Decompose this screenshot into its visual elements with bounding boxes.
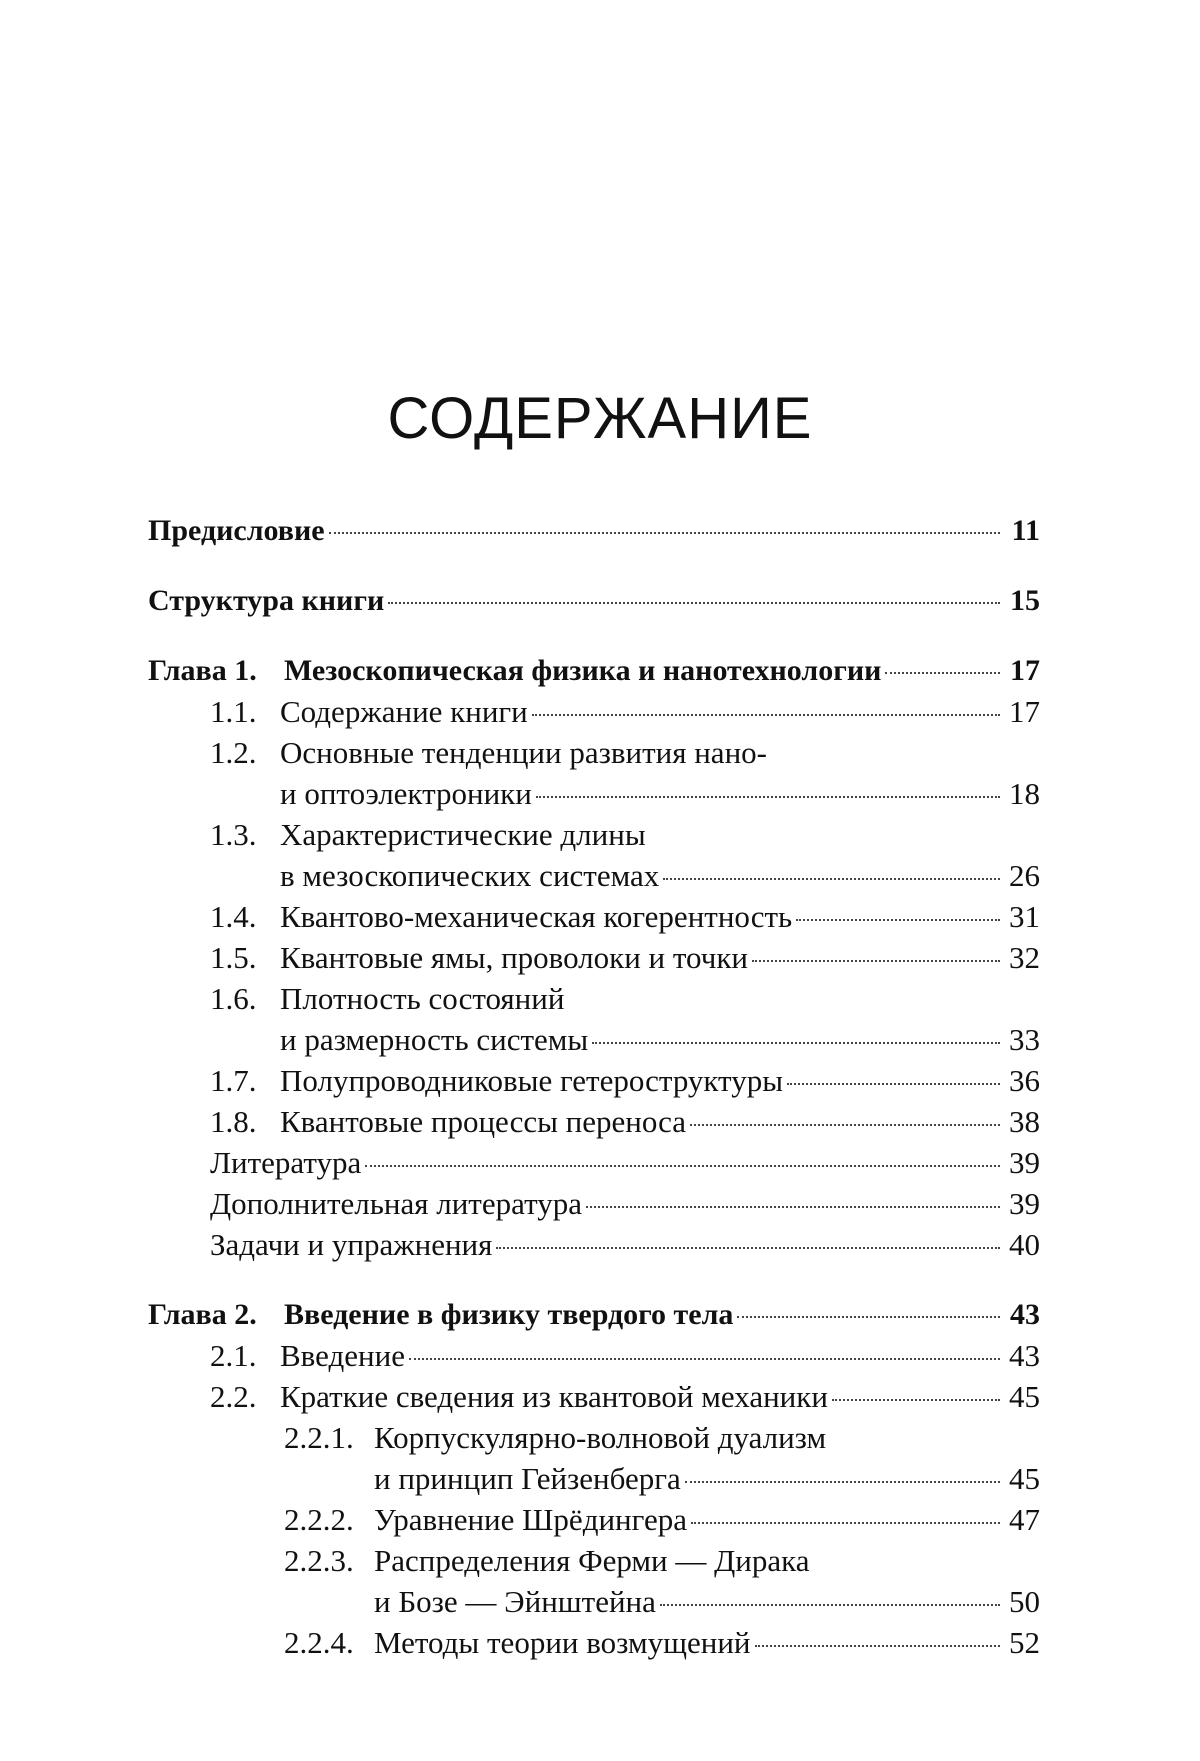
toc-entry-number: 2.1. <box>210 1338 257 1373</box>
toc-entry-page: 52 <box>1009 1625 1040 1660</box>
toc-entry-label: Характеристические длины <box>280 817 646 852</box>
leader-dots <box>663 878 1000 880</box>
toc-entry-page: 15 <box>1010 584 1040 617</box>
toc-entry-page: 38 <box>1009 1104 1040 1139</box>
toc-entry-label: и принцип Гейзенберга <box>374 1461 681 1496</box>
toc-entry-section-2-2-1[interactable] <box>148 1417 1040 1458</box>
toc-entry-section-1-3-cont[interactable] <box>148 855 1040 896</box>
leader-dots <box>532 714 1000 716</box>
toc-entry-page: 17 <box>1010 654 1040 687</box>
toc-entry-section-1-6[interactable] <box>148 978 1040 1019</box>
toc-entry-page: 47 <box>1009 1502 1040 1537</box>
toc-entry-page: 43 <box>1009 1338 1040 1373</box>
leader-dots <box>496 1247 1000 1249</box>
table-of-contents <box>148 510 1040 1663</box>
toc-entry-chapter-2[interactable] <box>148 1294 1040 1335</box>
leader-dots <box>691 1522 1000 1524</box>
toc-entry-section-1-8[interactable] <box>148 1101 1040 1142</box>
toc-entry-book-structure[interactable] <box>148 580 1040 621</box>
toc-entry-number: 2.2.4. <box>284 1625 354 1660</box>
leader-dots <box>388 602 1000 604</box>
toc-entry-page: 32 <box>1009 940 1040 975</box>
toc-entry-number: Глава 1. <box>148 654 257 687</box>
toc-entry-section-1-7[interactable] <box>148 1060 1040 1101</box>
toc-entry-label: и размерность системы <box>280 1022 589 1057</box>
toc-entry-references-1[interactable] <box>148 1142 1040 1183</box>
toc-entry-section-2-2-3-cont[interactable] <box>148 1581 1040 1622</box>
toc-entry-label: Краткие сведения из квантовой механики <box>280 1379 828 1414</box>
toc-entry-number: 1.5. <box>210 940 257 975</box>
toc-entry-label: Плотность состояний <box>280 981 565 1016</box>
toc-entry-number: 1.4. <box>210 899 257 934</box>
toc-entry-number: 1.1. <box>210 694 257 729</box>
toc-entry-exercises-1[interactable] <box>148 1224 1040 1265</box>
toc-entry-label: и Бозе — Эйнштейна <box>374 1584 656 1619</box>
toc-entry-label: Квантовые процессы переноса <box>280 1104 687 1139</box>
toc-entry-page: 45 <box>1009 1379 1040 1414</box>
toc-entry-label: Литература <box>210 1145 362 1180</box>
toc-entry-label: Уравнение Шрёдингера <box>374 1502 687 1537</box>
leader-dots <box>660 1604 1000 1606</box>
toc-entry-additional-references-1[interactable] <box>148 1183 1040 1224</box>
toc-entry-section-1-6-cont[interactable] <box>148 1019 1040 1060</box>
toc-entry-label: Мезоскопическая физика и нанотехнологии <box>284 654 882 687</box>
toc-entry-label: Задачи и упражнения <box>210 1227 493 1262</box>
toc-entry-label: Квантовые ямы, проволоки и точки <box>280 940 748 975</box>
toc-entry-label: Основные тенденции развития нано- <box>280 735 767 770</box>
toc-entry-label: Корпускулярно-волновой дуализм <box>374 1420 827 1455</box>
toc-entry-section-2-2[interactable] <box>148 1376 1040 1417</box>
toc-entry-number: 1.8. <box>210 1104 257 1139</box>
toc-entry-section-2-2-2[interactable] <box>148 1499 1040 1540</box>
toc-entry-page: 45 <box>1009 1461 1040 1496</box>
toc-entry-page: 39 <box>1009 1186 1040 1221</box>
leader-dots <box>787 1083 1000 1085</box>
toc-entry-number: 2.2.3. <box>284 1543 354 1578</box>
leader-dots <box>690 1124 1000 1126</box>
toc-entry-page: 40 <box>1009 1227 1040 1262</box>
toc-entry-page: 26 <box>1009 858 1040 893</box>
toc-entry-page: 36 <box>1009 1063 1040 1098</box>
toc-entry-page: 31 <box>1009 899 1040 934</box>
toc-entry-section-1-5[interactable] <box>148 937 1040 978</box>
leader-dots <box>592 1042 1000 1044</box>
toc-entry-label: в мезоскопических системах <box>280 858 660 893</box>
page-title: СОДЕРЖАНИЕ <box>387 386 813 451</box>
toc-entry-label: Полупроводниковые гетероструктуры <box>280 1063 784 1098</box>
toc-entry-label: Дополнительная литература <box>210 1186 582 1221</box>
toc-entry-number: Глава 2. <box>148 1298 257 1331</box>
leader-dots <box>685 1481 1000 1483</box>
toc-entry-page: 17 <box>1009 694 1040 729</box>
toc-entry-label: Содержание книги <box>280 694 528 729</box>
toc-entry-label: Распределения Ферми — Дирака <box>374 1543 810 1578</box>
leader-dots <box>409 1358 1000 1360</box>
leader-dots <box>329 532 1000 534</box>
toc-entry-number: 1.3. <box>210 817 257 852</box>
toc-entry-label: Методы теории возмущений <box>374 1625 751 1660</box>
leader-dots <box>536 796 1000 798</box>
toc-entry-section-1-1[interactable] <box>148 691 1040 732</box>
leader-dots <box>365 1165 1000 1167</box>
toc-entry-label: Введение <box>280 1338 405 1373</box>
toc-entry-label: и оптоэлектроники <box>280 776 532 811</box>
toc-entry-section-2-2-4[interactable] <box>148 1622 1040 1663</box>
leader-dots <box>796 919 1000 921</box>
toc-entry-page: 39 <box>1009 1145 1040 1180</box>
toc-entry-number: 2.2.2. <box>284 1502 354 1537</box>
toc-entry-chapter-1[interactable] <box>148 650 1040 691</box>
toc-entry-label: Структура книги <box>148 584 385 617</box>
toc-entry-page: 43 <box>1010 1298 1040 1331</box>
toc-entry-section-1-2[interactable] <box>148 732 1040 773</box>
toc-entry-number: 1.2. <box>210 735 257 770</box>
leader-dots <box>737 1316 1000 1318</box>
leader-dots <box>832 1399 1000 1401</box>
leader-dots <box>885 672 1000 674</box>
toc-entry-number: 2.2.1. <box>284 1420 354 1455</box>
toc-entry-page: 33 <box>1009 1022 1040 1057</box>
toc-entry-section-2-1[interactable] <box>148 1335 1040 1376</box>
toc-entry-page: 11 <box>1011 514 1040 547</box>
leader-dots <box>755 1645 1001 1647</box>
leader-dots <box>752 960 1000 962</box>
toc-entry-label: Предисловие <box>148 514 325 547</box>
toc-entry-label: Введение в физику твердого тела <box>284 1298 734 1331</box>
toc-entry-section-1-2-cont[interactable] <box>148 773 1040 814</box>
toc-entry-section-2-2-3[interactable] <box>148 1540 1040 1581</box>
toc-entry-number: 1.6. <box>210 981 257 1016</box>
toc-entry-page: 50 <box>1009 1584 1040 1619</box>
leader-dots <box>586 1206 1000 1208</box>
toc-entry-number: 1.7. <box>210 1063 257 1098</box>
toc-entry-preface[interactable] <box>148 510 1040 551</box>
toc-entry-page: 18 <box>1009 776 1040 811</box>
toc-entry-section-2-2-1-cont[interactable] <box>148 1458 1040 1499</box>
toc-entry-number: 2.2. <box>210 1379 257 1414</box>
toc-entry-section-1-3[interactable] <box>148 814 1040 855</box>
toc-entry-section-1-4[interactable] <box>148 896 1040 937</box>
toc-entry-label: Квантово-механическая когерентность <box>280 899 793 934</box>
